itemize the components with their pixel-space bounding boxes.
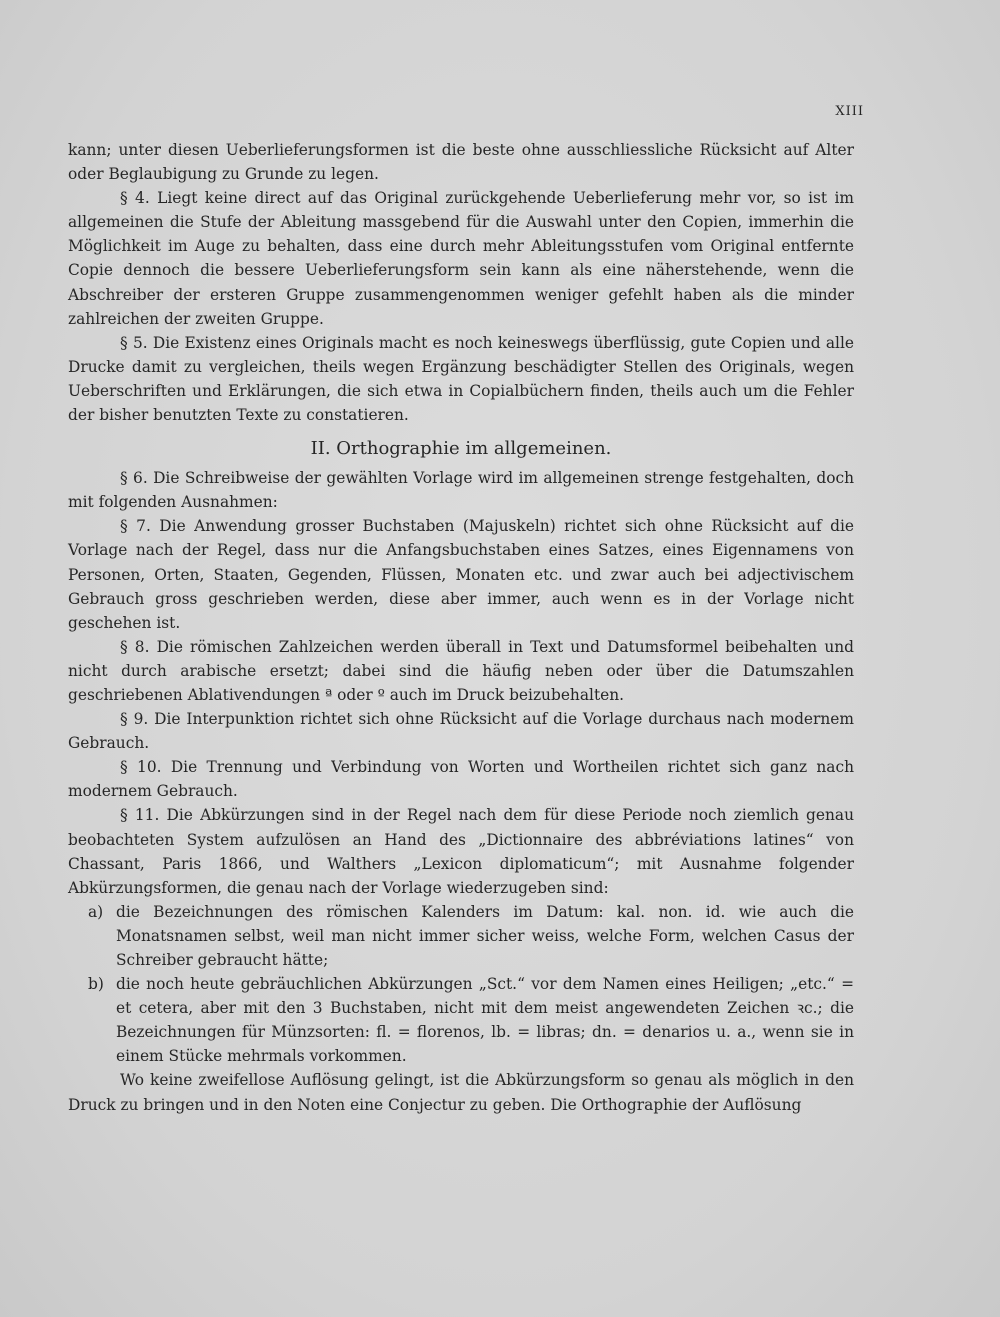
paragraph-section-5: § 5. Die Existenz eines Originals macht es noch keineswegs überflüssig, gute Copien und alle Drucke damit zu vergleichen, theils wegen Ergänzung beschädigter Stellen des Originals, wegen Ueberschriften und Erklärungen, die sich etwa in Copialbüchern finden, theils auch um die Fehler der bisher benutzten Texte zu constatieren. [68, 333, 854, 425]
list-item-text: die noch heute gebräuchlichen Abkürzungen „Sct.“ vor dem Namen eines Heiligen; „etc.“ = et cetera, aber mit den 3 Buchstaben, nicht mit dem meist angewendeten Zeichen ꝛc.; die Bezeichnungen für Münzsorten: fl. = florenos, lb. = libras; dn. = denarios u. a., wenn sie in einem Stücke mehrmals vorkommen. [116, 975, 854, 1066]
paragraph-section-9: § 9. Die Interpunktion richtet sich ohne Rücksicht auf die Vorlage durchaus nach modernem Gebrauch. [68, 710, 854, 753]
list-item [68, 972, 854, 1068]
list-item [68, 900, 854, 972]
paragraph-closing: Wo keine zweifellose Auflösung gelingt, ist die Abkürzungsform so genau als möglich in den Druck zu bringen und in den Noten eine Conjectur zu geben. Die Orthographie der Auflösung [68, 1071, 854, 1114]
body-text [68, 138, 854, 1117]
paragraph-section-10: § 10. Die Trennung und Verbindung von Worten und Wortheilen richtet sich ganz nach modernem Gebrauch. [68, 758, 854, 801]
paragraph-section-7: § 7. Die Anwendung grosser Buchstaben (Majuskeln) richtet sich ohne Rücksicht auf die Vorlage nach der Regel, dass nur die Anfangsbuchstaben eines Satzes, eines Eigennamens von Personen, Orten, Staaten, Gegenden, Flüssen, Monaten etc. und zwar auch bei adjectivischem Gebrauch gross geschrieben werden, diese aber immer, auch wenn es in der Vorlage nicht geschehen ist. [68, 517, 854, 632]
paragraph-continuation: kann; unter diesen Ueberlieferungsformen ist die beste ohne ausschliessliche Rücksicht auf Alter oder Beglaubigung zu Grunde zu legen. [68, 141, 854, 184]
paragraph-section-11: § 11. Die Abkürzungen sind in der Regel nach dem für diese Periode noch ziemlich genau beobachteten System aufzulösen an Hand des „Dictionnaire des abbréviations latines“ von Chassant, Paris 1866, und Walthers „Lexicon diplomaticum“; mit Ausnahme folgender Abkürzungsformen, die genau nach der Vorlage wiederzugeben sind: [68, 806, 854, 897]
section-heading: II. Orthographie im allgemeinen. [310, 438, 612, 460]
list-item-label: a) [88, 902, 104, 921]
paragraph-section-8: § 8. Die römischen Zahlzeichen werden überall in Text und Datumsformel beibehalten und nicht durch arabische ersetzt; dabei sind die häufig neben oder über die Datumszahlen geschriebenen Ablativendungen ª oder º auch im Druck beizubehalten. [68, 637, 854, 704]
page-number: XIII [835, 104, 864, 119]
list-item-label: b) [88, 975, 104, 994]
paragraph-section-4: § 4. Liegt keine direct auf das Original zurückgehende Ueberlieferung mehr vor, so ist im allgemeinen die Stufe der Ableitung massgebend für die Auswahl unter den Copien, immerhin die Möglichkeit im Auge zu behalten, dass eine durch mehr Ableitungsstufen vom Original entfernte Copie dennoch die bessere Ueberlieferungsform sein kann als eine näherstehende, wenn die Abschreiber der ersteren Gruppe zusammengenommen weniger gefehlt haben als die minder zahlreichen der zweiten Gruppe. [68, 189, 854, 328]
list-item-text: die Bezeichnungen des römischen Kalenders im Datum: kal. non. id. wie auch die Monatsnamen selbst, weil man nicht immer sicher weiss, welche Form, welchen Casus der Schreiber gebraucht hätte; [116, 902, 854, 969]
paragraph-section-6: § 6. Die Schreibweise der gewählten Vorlage wird im allgemeinen strenge festgehalten, doch mit folgenden Ausnahmen: [68, 469, 854, 512]
